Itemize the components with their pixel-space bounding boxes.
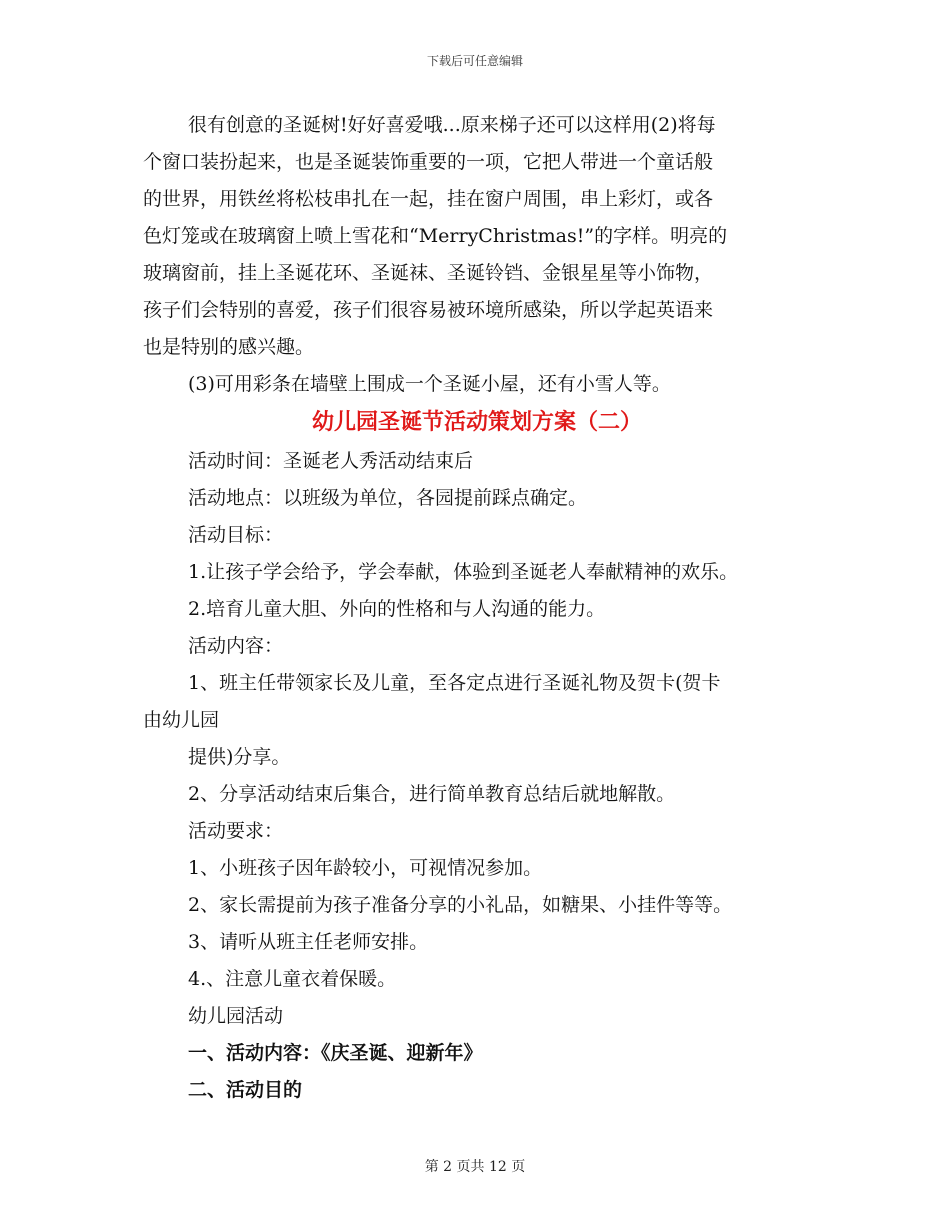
bold-heading: 二、活动目的 [188,1079,303,1101]
paragraph-line: 色灯笼或在玻璃窗上喷上雪花和“MerryChristmas!”的字样。明亮的 [143,225,728,247]
bold-heading: 一、活动内容：《庆圣诞、迎新年》 [188,1042,483,1064]
activity-content-item: 由幼儿园 [143,709,220,731]
activity-requirement: 2、家长需提前为孩子准备分享的小礼品，如糖果、小挂件等等。 [188,894,733,916]
section-title: 幼儿园圣诞节活动策划方案（二） [311,410,642,435]
activity-requirement: 4.、注意儿童衣着保暖。 [188,968,397,990]
activity-requirement-label: 活动要求： [188,820,284,842]
activity-content-item: 1、班主任带领家长及儿童，至各定点进行圣诞礼物及贺卡(贺卡 [188,672,721,694]
list-item: (3)可用彩条在墙壁上围成一个圣诞小屋，还有小雪人等。 [188,373,671,395]
activity-content-label: 活动内容： [188,635,284,657]
paragraph-line: 个窗口装扮起来，也是圣诞装饰重要的一项，它把人带进一个童话般 [143,151,714,173]
activity-time: 活动时间：圣诞老人秀活动结束后 [188,450,474,472]
document-body [143,107,811,1109]
activity-content-item: 2、分享活动结束后集合，进行简单教育总结后就地解散。 [188,783,676,805]
kindergarten-activity: 幼儿园活动 [188,1005,284,1027]
paragraph-line: 很有创意的圣诞树!好好喜爱哦...原来梯子还可以这样用(2)将每 [188,114,716,136]
paragraph-line: 的世界，用铁丝将松枝串扎在一起，挂在窗户周围，串上彩灯，或各 [143,188,714,210]
activity-requirement: 3、请听从班主任老师安排。 [188,931,429,953]
paragraph-line: 也是特别的感兴趣。 [143,336,315,358]
page-footer: 第 2 页共 12 页 [424,1159,526,1175]
paragraph-line: 孩子们会特别的喜爱，孩子们很容易被环境所感染，所以学起英语来 [143,299,714,321]
page-header: 下载后可任意编辑 [426,54,523,68]
activity-place: 活动地点：以班级为单位，各园提前踩点确定。 [188,487,588,509]
activity-content-item: 提供)分享。 [188,746,291,768]
activity-requirement: 1、小班孩子因年龄较小，可视情况参加。 [188,857,543,879]
activity-goal: 1.让孩子学会给予，学会奉献，体验到圣诞老人奉献精神的欢乐。 [188,561,739,583]
paragraph-line: 玻璃窗前，挂上圣诞花环、圣诞袜、圣诞铃铛、金银星星等小饰物， [143,262,714,284]
activity-goal-label: 活动目标： [188,524,284,546]
activity-goal: 2.培育儿童大胆、外向的性格和与人沟通的能力。 [188,598,606,620]
